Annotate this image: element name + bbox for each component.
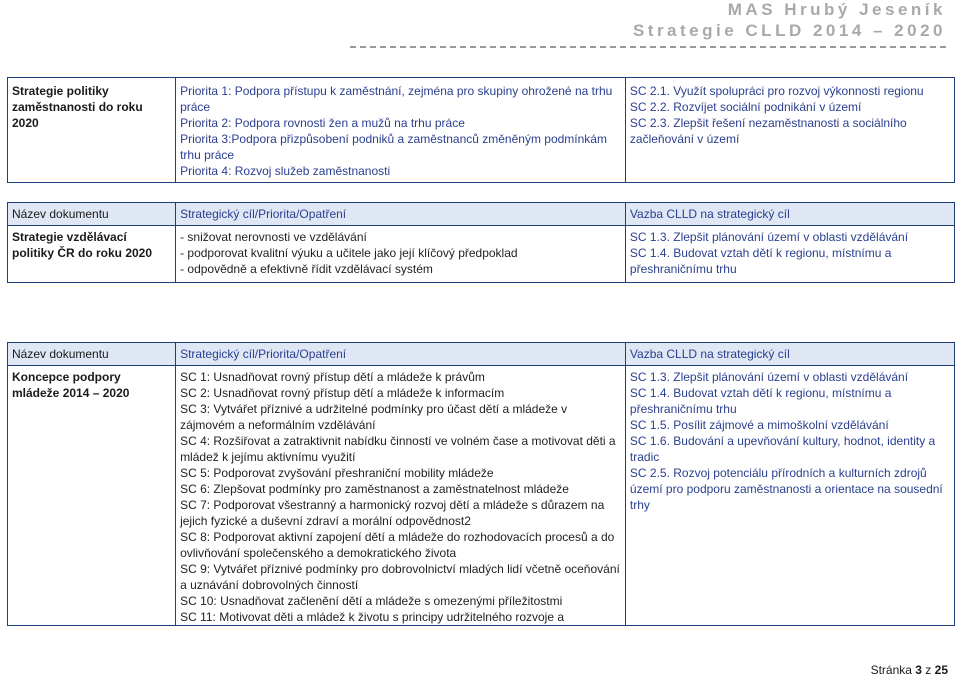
col-goal-header: Strategický cíl/Priorita/Opatření (176, 203, 626, 226)
goal-item: Priorita 2: Podpora rovnosti žen a mužů na trhu práce (180, 116, 465, 130)
header-divider (350, 46, 946, 48)
link-item: SC 1.3. Zlepšit plánování území v oblasti vzdělávání (629, 370, 909, 384)
table-row (8, 78, 955, 183)
goal-item: SC 5: Podporovat zvyšování přeshraniční mobility mládeže (180, 466, 494, 480)
doc-name: Strategie vzdělávací politiky ČR do roku 2020 (8, 226, 176, 283)
page-total: 25 (934, 663, 948, 677)
goals-cell (176, 366, 626, 626)
links-cell (625, 78, 954, 183)
link-item: SC 2.1. Využít spolupráci pro rozvoj výkonnosti regionu (629, 84, 924, 98)
col-doc-header: Název dokumentu (8, 343, 176, 366)
goal-item: SC 11: Motivovat děti a mládež k životu s principy udržitelného rozvoje a (180, 610, 565, 624)
links-cell (625, 366, 954, 626)
goal-item: - podporovat kvalitní výuku a učitele jako její klíčový předpoklad (180, 246, 518, 260)
link-item: SC 1.5. Posílit zájmové a mimoškolní vzdělávání (629, 418, 889, 432)
goal-item: SC 4: Rozšiřovat a zatraktivnit nabídku činností ve volném čase a motivovat děti a mládež k jejímu aktivnímu využití (180, 434, 616, 464)
links-cell (625, 226, 954, 283)
page-label: Stránka (870, 663, 912, 677)
link-item: SC 1.6. Budování a upevňování kultury, hodnot, identity a tradic (629, 434, 936, 464)
goal-item: SC 9: Vytvářet příznivé podmínky pro dobrovolnictví mladých lidí včetně oceňování a uznávání dobrovolných činností (180, 562, 620, 592)
doc-name: Koncepce podpory mládeže 2014 – 2020 (8, 366, 176, 626)
table-education-policy (7, 202, 955, 283)
table-row (8, 366, 955, 626)
table-header-row (8, 203, 955, 226)
table-header-row (8, 343, 955, 366)
link-item: SC 2.5. Rozvoj potenciálu přírodních a kulturních zdrojů území pro podporu zaměstnanosti a orientace na sousední trhy (629, 466, 943, 512)
goals-cell (176, 226, 626, 283)
link-item: SC 1.4. Budovat vztah dětí k regionu, místnímu a přeshraničnímu trhu (629, 386, 892, 416)
table-youth-support (7, 342, 955, 626)
col-link-header: Vazba CLLD na strategický cíl (625, 343, 954, 366)
link-item: SC 2.3. Zlepšit řešení nezaměstnanosti a sociálního začleňování v území (629, 116, 907, 146)
goal-item: SC 1: Usnadňovat rovný přístup dětí a mládeže k právům (180, 370, 485, 384)
goal-item: SC 10: Usnadňovat začlenění dětí a mládeže s omezenými příležitostmi (180, 594, 563, 608)
doc-name: Strategie politiky zaměstnanosti do roku 2020 (8, 78, 176, 183)
col-doc-header: Název dokumentu (8, 203, 176, 226)
page-footer (871, 663, 948, 677)
link-item: SC 2.2. Rozvíjet sociální podnikání v území (629, 100, 862, 114)
header-strategy: Strategie CLLD 2014 – 2020 (632, 21, 946, 40)
link-item: SC 1.3. Zlepšit plánování území v oblasti vzdělávání (629, 230, 909, 244)
col-link-header: Vazba CLLD na strategický cíl (625, 203, 954, 226)
goal-item: SC 7: Podporovat všestranný a harmonický rozvoj dětí a mládeže s důrazem na jejich fyzické a duševní zdraví a morální odpovědnost2 (180, 498, 605, 528)
table-employment-policy (7, 77, 955, 183)
page-number: 3 (915, 663, 922, 677)
goal-item: Priorita 1: Podpora přístupu k zaměstnání, zejména pro skupiny ohrožené na trhu práce (180, 84, 613, 114)
page-sep: z (925, 663, 932, 677)
goal-item: Priorita 4: Rozvoj služeb zaměstnanosti (180, 164, 391, 178)
goal-item: Priorita 3:Podpora přizpůsobení podniků a zaměstnanců změněným podmínkám trhu práce (180, 132, 607, 162)
goals-cell (176, 78, 626, 183)
link-item: SC 1.4. Budovat vztah dětí k regionu, místnímu a přeshraničnímu trhu (629, 246, 892, 276)
goal-item: - odpovědně a efektivně řídit vzdělávací systém (180, 262, 433, 276)
goal-item: SC 3: Vytvářet příznivé a udržitelné podmínky pro účast dětí a mládeže v zájmovém a neformálním vzdělávání (180, 402, 568, 432)
col-goal-header: Strategický cíl/Priorita/Opatření (176, 343, 626, 366)
goal-item: SC 8: Podporovat aktivní zapojení dětí a mládeže do rozhodovacích procesů a do ovlivňování společenského a demokratického života (180, 530, 615, 560)
goal-item: SC 6: Zlepšovat podmínky pro zaměstnanost a zaměstnatelnost mládeže (180, 482, 569, 496)
table-row (8, 226, 955, 283)
goal-item: - snižovat nerovnosti ve vzdělávání (180, 230, 367, 244)
goal-item: SC 2: Usnadňovat rovný přístup dětí a mládeže k informacím (180, 386, 505, 400)
header-org: MAS Hrubý Jeseník (727, 0, 946, 19)
